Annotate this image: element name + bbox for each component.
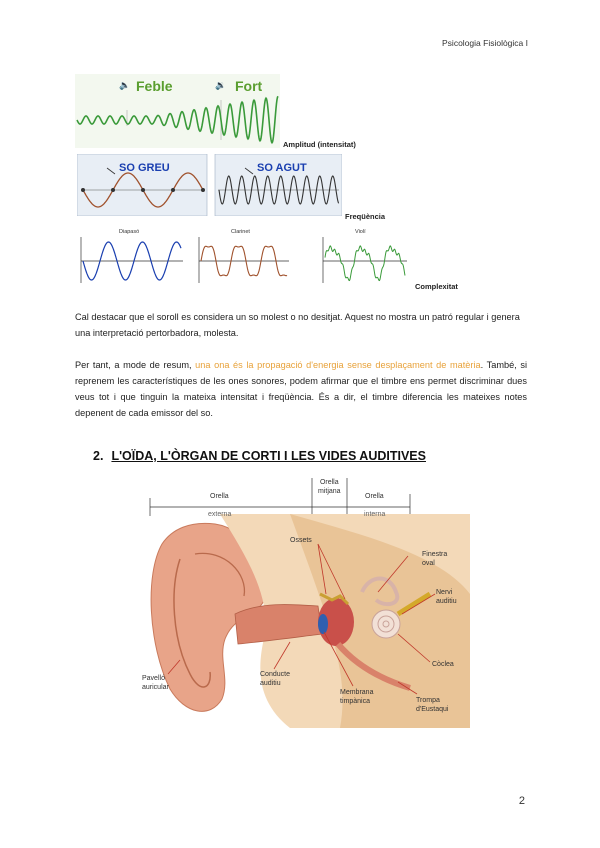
region-middle-label: Orella mitjana	[318, 479, 341, 495]
section-number: 2.	[93, 449, 104, 463]
violi-label: Violí	[355, 229, 366, 235]
paragraph-noise: Cal destacar que el soroll es considera un so molest o no desitjat. Aquest no mostra un patró regular i genera una interpretació pertorbadora, molesta.	[75, 312, 520, 338]
complexity-figure	[77, 225, 412, 285]
diapaso-label: Diapasó	[119, 229, 140, 235]
region-inner-label: Orella	[365, 493, 384, 500]
nervi-auditiu-label: Nervi auditiu	[436, 589, 457, 605]
pavello-auricular-label: Pavelló auricular	[142, 675, 169, 691]
so-agut-label: SO AGUT	[257, 162, 307, 174]
region-external-sublabel: externa	[208, 511, 232, 518]
frequency-wave-image	[77, 154, 342, 216]
feble-label: Feble	[136, 78, 173, 94]
complexity-caption: Complexitat	[415, 282, 458, 291]
amplitude-caption: Amplitud (intensitat)	[283, 140, 356, 149]
trompa-eustaqui-label: Trompa d'Eustaqui	[416, 697, 449, 713]
clarinet-label: Clarinet	[231, 229, 250, 235]
region-inner-sublabel: interna	[364, 511, 386, 518]
summary-rest: . També, si reprenem les característiques de les ones sonores, podem afirmar que el timbre ens permet discriminar dues veus tot i que tinguin la mateixa intensitat i freqüència. És a dir, el timbre diferencia les mateixes notes depenent de cada emissor del so.	[75, 360, 527, 418]
complexity-wave-image	[77, 225, 412, 285]
so-greu-label: SO GREU	[119, 162, 170, 174]
ossets-label: Ossets	[290, 537, 312, 544]
amplitude-wave-image	[75, 74, 280, 148]
frequency-figure	[77, 154, 342, 216]
ear-anatomy-illustration	[140, 474, 470, 728]
coclea-label: Còclea	[432, 661, 454, 668]
finestra-oval-label: Finestra oval	[422, 551, 448, 567]
summary-highlight: una ona és la propagació d'energia sense desplaçament de matèria	[195, 360, 481, 370]
membrana-timpanica-label: Membrana timpànica	[340, 689, 374, 705]
ear-diagram	[140, 474, 470, 728]
frequency-caption: Freqüència	[345, 212, 386, 221]
amplitude-figure	[75, 74, 280, 148]
speaker-low-icon: 🔈	[119, 80, 131, 90]
running-header: Psicologia Fisiològica I	[442, 38, 528, 48]
section-title: L'OÏDA, L'ÒRGAN DE CORTI I LES VIDES AUDITIVES	[111, 449, 426, 463]
region-external-label: Orella	[210, 493, 229, 500]
fort-label: Fort	[235, 78, 263, 94]
conducte-auditiu-label: Conducte auditiu	[260, 671, 290, 687]
paragraph-summary	[75, 357, 527, 421]
speaker-high-icon: 🔉	[215, 80, 227, 90]
summary-intro: Per tant, a mode de resum,	[75, 360, 196, 370]
page-number: 2	[518, 795, 525, 807]
section-heading	[93, 449, 426, 463]
